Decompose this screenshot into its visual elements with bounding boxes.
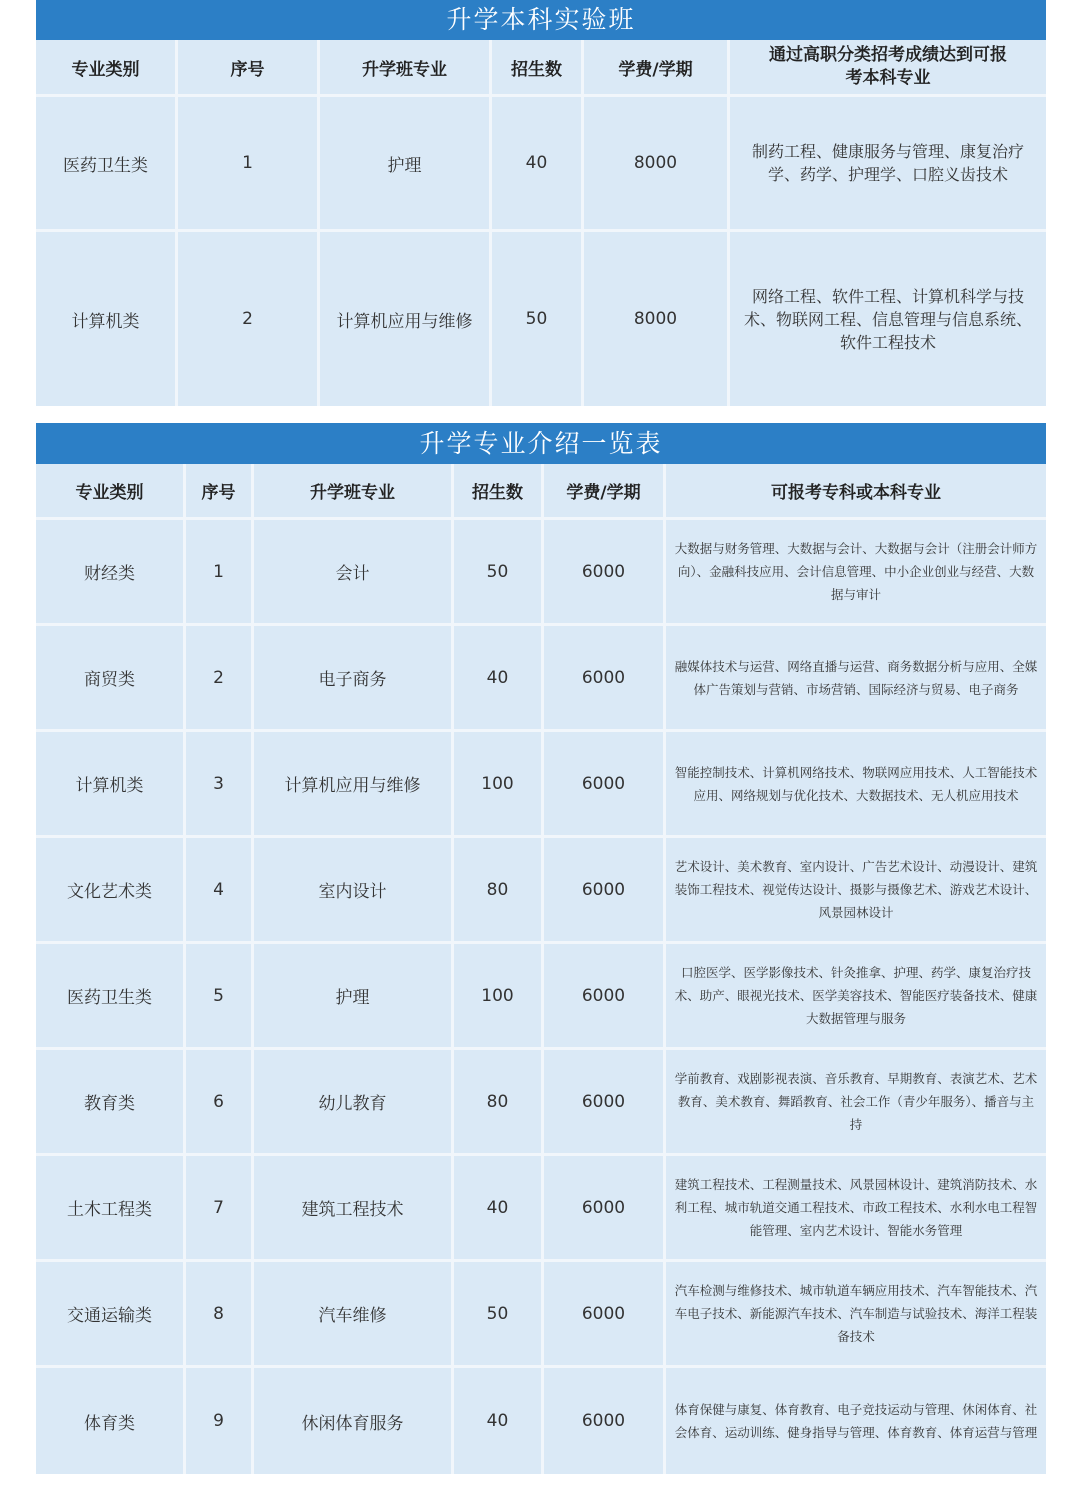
cell-category: 财经类 — [36, 520, 186, 626]
cell-enrollment: 40 — [454, 1156, 544, 1262]
table-row — [36, 1156, 1046, 1262]
cell-index: 5 — [186, 944, 254, 1050]
cell-eligible-majors: 大数据与财务管理、大数据与会计、大数据与会计（注册会计师方向）、金融科技应用、会计信息管理、中小企业创业与经营、大数据与审计 — [666, 520, 1046, 626]
cell-major: 建筑工程技术 — [254, 1156, 454, 1262]
cell-eligible-majors: 智能控制技术、计算机网络技术、物联网应用技术、人工智能技术应用、网络规划与优化技术、大数据技术、无人机应用技术 — [666, 732, 1046, 838]
header-eligible-majors: 通过高职分类招考成绩达到可报考本科专业 — [730, 40, 1046, 97]
cell-eligible-majors: 艺术设计、美术教育、室内设计、广告艺术设计、动漫设计、建筑装饰工程技术、视觉传达设计、摄影与摄像艺术、游戏艺术设计、风景园林设计 — [666, 838, 1046, 944]
table-row — [36, 97, 1046, 232]
cell-category: 交通运输类 — [36, 1262, 186, 1368]
header-eligible-majors: 可报考专科或本科专业 — [666, 464, 1046, 520]
cell-index: 2 — [186, 626, 254, 732]
table2-header-row — [36, 464, 1046, 520]
table1-title: 升学本科实验班 — [36, 0, 1046, 40]
cell-tuition: 6000 — [544, 732, 666, 838]
cell-index: 3 — [186, 732, 254, 838]
undergraduate-experimental-class-table — [36, 0, 1046, 406]
cell-major: 汽车维修 — [254, 1262, 454, 1368]
cell-enrollment: 100 — [454, 732, 544, 838]
table-row — [36, 1050, 1046, 1156]
cell-category: 体育类 — [36, 1368, 186, 1474]
table-row — [36, 1262, 1046, 1368]
cell-category: 土木工程类 — [36, 1156, 186, 1262]
table2-body — [36, 520, 1046, 1474]
cell-tuition: 6000 — [544, 1156, 666, 1262]
cell-eligible-majors: 建筑工程技术、工程测量技术、风景园林设计、建筑消防技术、水利工程、城市轨道交通工程技术、市政工程技术、水利水电工程智能管理、室内艺术设计、智能水务管理 — [666, 1156, 1046, 1262]
cell-eligible-majors: 学前教育、戏剧影视表演、音乐教育、早期教育、表演艺术、艺术教育、美术教育、舞蹈教育、社会工作（青少年服务）、播音与主持 — [666, 1050, 1046, 1156]
cell-major: 护理 — [320, 97, 492, 232]
cell-category: 教育类 — [36, 1050, 186, 1156]
cell-category: 商贸类 — [36, 626, 186, 732]
header-index: 序号 — [186, 464, 254, 520]
cell-tuition: 6000 — [544, 1050, 666, 1156]
cell-category: 计算机类 — [36, 732, 186, 838]
cell-index: 8 — [186, 1262, 254, 1368]
header-tuition: 学费/学期 — [544, 464, 666, 520]
cell-index: 1 — [186, 520, 254, 626]
cell-enrollment: 100 — [454, 944, 544, 1050]
cell-index: 4 — [186, 838, 254, 944]
cell-category: 计算机类 — [36, 232, 178, 406]
cell-eligible-majors: 汽车检测与维修技术、城市轨道车辆应用技术、汽车智能技术、汽车电子技术、新能源汽车技术、汽车制造与试验技术、海洋工程装备技术 — [666, 1262, 1046, 1368]
table-row — [36, 838, 1046, 944]
table-row — [36, 232, 1046, 406]
cell-eligible-majors: 口腔医学、医学影像技术、针灸推拿、护理、药学、康复治疗技术、助产、眼视光技术、医学美容技术、智能医疗装备技术、健康大数据管理与服务 — [666, 944, 1046, 1050]
cell-eligible-majors: 体育保健与康复、体育教育、电子竞技运动与管理、休闲体育、社会体育、运动训练、健身指导与管理、体育教育、体育运营与管理 — [666, 1368, 1046, 1474]
cell-enrollment: 50 — [492, 232, 584, 406]
cell-index: 7 — [186, 1156, 254, 1262]
header-tuition: 学费/学期 — [584, 40, 730, 97]
cell-tuition: 8000 — [584, 97, 730, 232]
cell-major: 电子商务 — [254, 626, 454, 732]
cell-eligible-majors: 融媒体技术与运营、网络直播与运营、商务数据分析与应用、全媒体广告策划与营销、市场营销、国际经济与贸易、电子商务 — [666, 626, 1046, 732]
cell-category: 医药卫生类 — [36, 97, 178, 232]
cell-index: 6 — [186, 1050, 254, 1156]
header-index: 序号 — [178, 40, 320, 97]
cell-major: 计算机应用与维修 — [320, 232, 492, 406]
cell-enrollment: 40 — [454, 1368, 544, 1474]
cell-major: 幼儿教育 — [254, 1050, 454, 1156]
cell-enrollment: 80 — [454, 838, 544, 944]
header-enrollment: 招生数 — [492, 40, 584, 97]
table-row — [36, 1368, 1046, 1474]
cell-eligible-majors: 网络工程、软件工程、计算机科学与技术、物联网工程、信息管理与信息系统、软件工程技术 — [730, 232, 1046, 406]
cell-enrollment: 50 — [454, 520, 544, 626]
table-row — [36, 732, 1046, 838]
header-category: 专业类别 — [36, 464, 186, 520]
cell-major: 护理 — [254, 944, 454, 1050]
cell-index: 9 — [186, 1368, 254, 1474]
cell-tuition: 6000 — [544, 520, 666, 626]
header-major: 升学班专业 — [320, 40, 492, 97]
cell-major: 会计 — [254, 520, 454, 626]
table-row — [36, 944, 1046, 1050]
majors-overview-table — [36, 423, 1046, 1470]
cell-tuition: 6000 — [544, 838, 666, 944]
cell-tuition: 6000 — [544, 1262, 666, 1368]
cell-tuition: 6000 — [544, 626, 666, 732]
cell-category: 文化艺术类 — [36, 838, 186, 944]
cell-major: 计算机应用与维修 — [254, 732, 454, 838]
cell-index: 2 — [178, 232, 320, 406]
cell-major: 休闲体育服务 — [254, 1368, 454, 1474]
cell-category: 医药卫生类 — [36, 944, 186, 1050]
table-row — [36, 520, 1046, 626]
header-category: 专业类别 — [36, 40, 178, 97]
table-row — [36, 626, 1046, 732]
cell-tuition: 6000 — [544, 1368, 666, 1474]
header-major: 升学班专业 — [254, 464, 454, 520]
cell-major: 室内设计 — [254, 838, 454, 944]
cell-index: 1 — [178, 97, 320, 232]
cell-enrollment: 80 — [454, 1050, 544, 1156]
cell-enrollment: 40 — [454, 626, 544, 732]
header-enrollment: 招生数 — [454, 464, 544, 520]
cell-enrollment: 50 — [454, 1262, 544, 1368]
cell-tuition: 6000 — [544, 944, 666, 1050]
cell-eligible-majors: 制药工程、健康服务与管理、康复治疗学、药学、护理学、口腔义齿技术 — [730, 97, 1046, 232]
cell-enrollment: 40 — [492, 97, 584, 232]
table1-header-row — [36, 40, 1046, 97]
table2-title: 升学专业介绍一览表 — [36, 423, 1046, 464]
cell-tuition: 8000 — [584, 232, 730, 406]
